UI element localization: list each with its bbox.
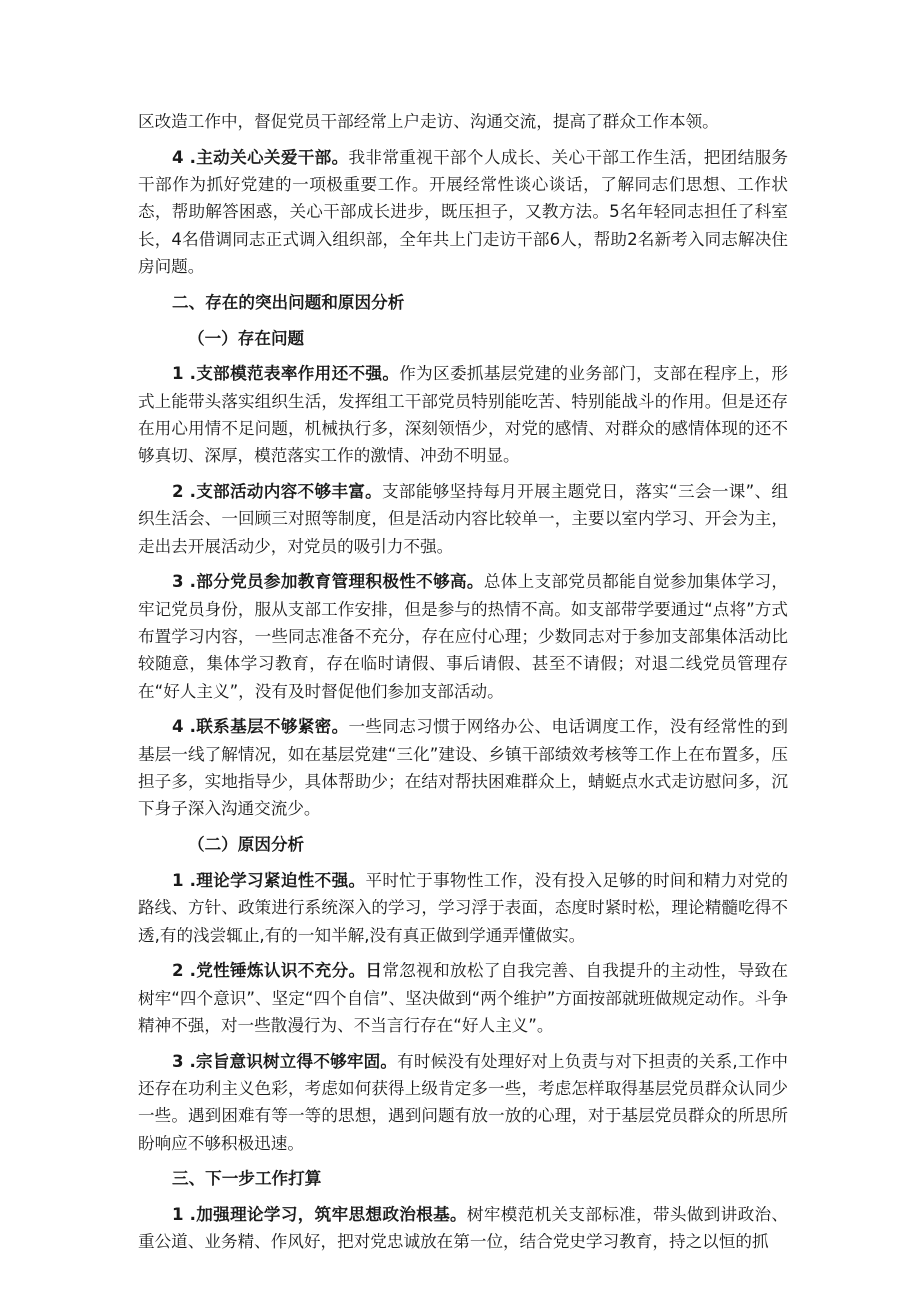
- paragraph-text: 有时候没有处理好对上负责与对下担责的关系,工作中还存在功利主义色彩，考虑如何获得上级肯定多一些，考虑怎样取得基层党员群众认同少一些。遇到困难有等一等的思想，遇到问题有放一放的心理，对于基层党员群众的所思所盼响应不够积极迅速。: [138, 1051, 788, 1153]
- section-heading-problems: 二、存在的突出问题和原因分析: [172, 292, 405, 312]
- paragraph-continuation: [138, 108, 788, 135]
- paragraph-text: 区改造工作中，督促党员干部经常上户走访、沟通交流，提高了群众工作本领。: [138, 112, 719, 131]
- paragraph-problem-4: [138, 713, 788, 822]
- paragraph-lead: 1 .加强理论学习，筑牢思想政治根基。: [172, 1205, 467, 1225]
- section-heading-next-steps: 三、下一步工作打算: [172, 1169, 322, 1189]
- paragraph-cause-1: [138, 867, 788, 949]
- paragraph-lead: 3 .部分党员参加教育管理积极性不够高。: [172, 572, 484, 592]
- paragraph-problem-3: [138, 568, 788, 704]
- paragraph-text: 常忽视和放松了自我完善、自我提升的主动性，导致在树牢“四个意识”、坚定“四个自信”、坚决做到“两个维护”方面按部就班做规定动作。斗争精神不强，对一些散漫行为、不当言行存在“好人主义”。: [138, 961, 788, 1035]
- paragraph-problem-1: [138, 360, 788, 469]
- paragraph-problem-2: [138, 478, 788, 560]
- paragraph-lead: 2 .支部活动内容不够丰富。: [172, 482, 383, 502]
- subheading-existing-problems: （一）存在问题: [188, 328, 305, 348]
- paragraph-text: 平时忙于事物性工作，没有投入足够的时间和精力对党的路线、方针、政策进行系统深入的学习，学习浮于表面，态度时紧时松，理论精髓吃得不透,有的浅尝辄止,有的一知半解,没有真正做到学通弄懂做实。: [138, 870, 788, 945]
- paragraph-cause-3: [138, 1048, 788, 1157]
- paragraph-lead: 4 .联系基层不够紧密。: [172, 717, 349, 737]
- paragraph-text: 树牢模范机关支部标准，带头做到讲政治、重公道、业务精、作风好，把对党忠诚放在第一位，结合党史学习教育，持之以恒的抓: [138, 1205, 788, 1252]
- paragraph-lead: 4 .主动关心关爱干部。: [172, 147, 349, 167]
- paragraph-text: 我非常重视干部个人成长、关心干部工作生活，把团结服务干部作为抓好党建的一项极重要工作。开展经常性谈心谈话，了解同志们思想、工作状态，帮助解答困惑，关心干部成长进步，既压担子，又教方法。5名年轻同志担任了科室长，4名借调同志正式调入组织部，全年共上门走访干部6人，帮助2名新考入同志解决住房问题。: [138, 147, 788, 276]
- paragraph-lead: 1 .支部模范表率作用还不强。: [172, 364, 400, 384]
- paragraph-care-for-cadres: [138, 144, 788, 280]
- subheading-cause-analysis: （二）原因分析: [188, 835, 305, 855]
- paragraph-text: 支部能够坚持每月开展主题党日，落实“三会一课”、组织生活会、一回顾三对照等制度，但是活动内容比较单一，主要以室内学习、开会为主，走出去开展活动少，对党员的吸引力不强。: [138, 482, 788, 556]
- paragraph-text: 一些同志习惯于网络办公、电话调度工作，没有经常性的到基层一线了解情况，如在基层党建“三化”建设、乡镇干部绩效考核等工作上在布置多，压担子多，实地指导少，具体帮助少；在结对帮扶困难群众上，蜻蜓点水式走访慰问多，沉下身子深入沟通交流少。: [138, 717, 788, 819]
- paragraph-text: 作为区委抓基层党建的业务部门，支部在程序上，形式上能带头落实组织生活，发挥组工干部党员特别能吃苦、特别能战斗的作用。但是还存在用心用情不足问题，机械执行多，深刻领悟少，对党的感情、对群众的感情体现的还不够真切、深厚，模范落实工作的激情、冲劲不明显。: [138, 364, 788, 466]
- paragraph-lead: 3 .宗旨意识树立得不够牢固。: [172, 1051, 398, 1071]
- paragraph-lead: 2 .党性锤炼认识不充分。日: [172, 961, 383, 981]
- paragraph-lead: 1 .理论学习紧迫性不强。: [172, 870, 366, 890]
- paragraph-plan-1: [138, 1201, 788, 1256]
- paragraph-text: 总体上支部党员都能自觉参加集体学习，牢记党员身份，服从支部工作安排，但是参与的热情不高。如支部带学要通过“点将”方式布置学习内容，一些同志准备不充分，存在应付心理；少数同志对于参加支部集体活动比较随意，集体学习教育，存在临时请假、事后请假、甚至不请假；对退二线党员管理存在“好人主义”，没有及时督促他们参加支部活动。: [138, 572, 788, 701]
- paragraph-cause-2: [138, 957, 788, 1039]
